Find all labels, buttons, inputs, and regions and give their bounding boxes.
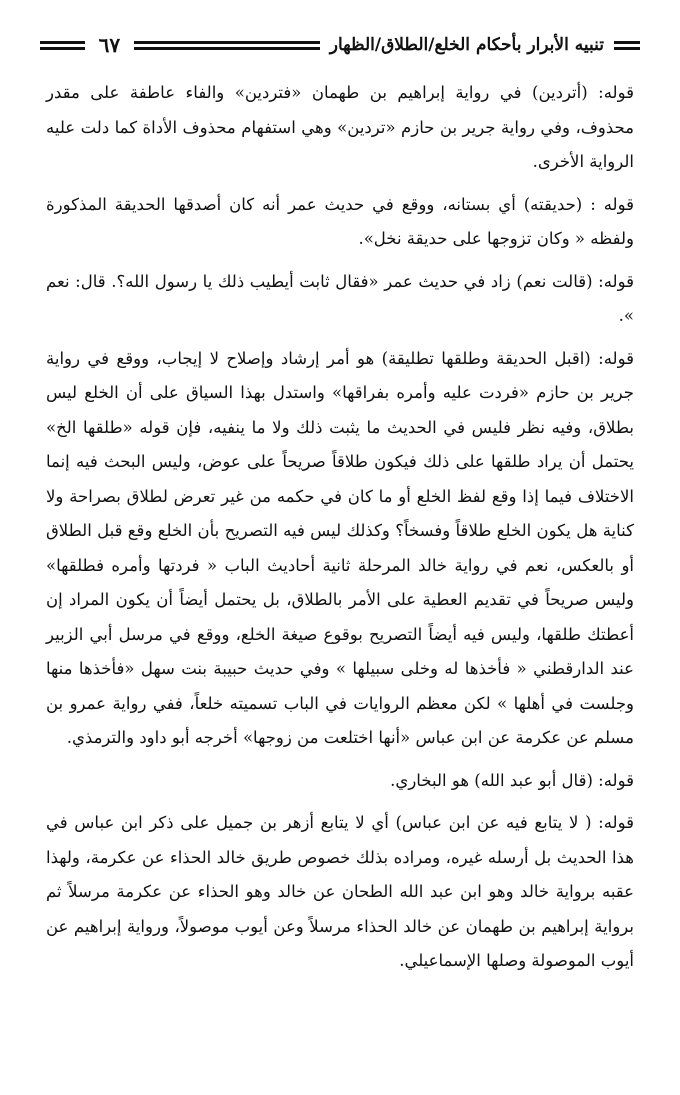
paragraph-6: قوله: ( لا يتابع فيه عن ابن عباس) أي لا يتابع أزهر بن جميل على ذكر ابن عباس في هذا الحديث بل أرسله غيره، ومراده بذلك خصوص طريق خالد الحذاء عن عكرمة، ولهذا عقبه برواية خالد وهو ابن عبد الله الطحان عن خالد وهو الحذاء عن عكرمة مرسلاً ثم برواية إبراهيم بن طهمان عن خالد الحذاء مرسلاً وعن أيوب موصولاً، ورواية إبراهيم عن أيوب الموصولة وصلها الإسماعيلي. bbox=[46, 813, 634, 970]
header-rule-middle bbox=[134, 41, 320, 50]
paragraph-2: قوله : (حديقته) أي بستانه، ووقع في حديث عمر أنه كان أصدقها الحديقة المذكورة ولفظه « وكان تزوجها على حديقة نخل». bbox=[46, 194, 634, 248]
paragraph-1: قوله: (أتردين) في رواية إبراهيم بن طهمان «فتردين» والفاء عاطفة على مقدر محذوف، وفي رواية جرير بن حازم «تردين» وهي استفهام محذوف الأداة كما دلت عليه الرواية الأخرى. bbox=[46, 83, 634, 171]
running-header bbox=[40, 28, 640, 62]
paragraph-4: قوله: (اقبل الحديقة وطلقها تطليقة) هو أمر إرشاد وإصلاح لا إيجاب، ووقع في رواية جرير بن حازم «فردت عليه وأمره بفراقها» واستدل بهذا السياق على أن الخلع ليس بطلاق، وفيه نظر فليس في الحديث ما يثبت ذلك ولا ما ينفيه، فإن قوله «طلقها الخ» يحتمل أن يراد طلقها على ذلك فيكون طلاقاً صريحاً على عوض، وليس البحث فيه إنما الاختلاف فيما إذا وقع لفظ الخلع أو ما كان في حكمه من غير تعرض لطلاق بصراحة ولا كناية هل يكون الخلع طلاقاً وفسخاً؟ وكذلك ليس فيه التصريح بأن الخلع وقع قبل الطلاق أو بالعكس، نعم في رواية خالد المرحلة ثانية أحاديث الباب « فردتها وأمره فطلقها» وليس صريحاً في تقديم العطية على الأمر بالطلاق، بل يحتمل أيضاً أن يكون المراد إن أعطتك طلقها، وليس فيه أيضاً التصريح بوقوع صيغة الخلع، ووقع في مرسل أبي الزبير عند الدارقطني « فأخذها له وخلى سبيلها » وفي حديث حبيبة بنت سهل «فأخذها منها وجلست في أهلها » لكن معظم الروايات في الباب تسميته خلعاً، ففي رواية عمرو بن مسلم عن عكرمة عن ابن عباس «أنها اختلعت من زوجها» أخرجه أبو داود والترمذي. bbox=[46, 348, 634, 747]
page-number: ٦٧ bbox=[98, 33, 121, 57]
header-title: تنبيه الأبرار بأحكام الخلع/الطلاق/الظهار bbox=[329, 35, 604, 55]
paragraph-3: قوله: (قالت نعم) زاد في حديث عمر «فقال ثابت أيطيب ذلك يا رسول الله؟. قال: نعم ». bbox=[46, 271, 634, 325]
page-body bbox=[46, 76, 634, 987]
header-rule-right bbox=[614, 41, 640, 50]
paragraph-5: قوله: (قال أبو عبد الله) هو البخاري. bbox=[390, 770, 634, 790]
header-rule-left bbox=[40, 41, 85, 50]
